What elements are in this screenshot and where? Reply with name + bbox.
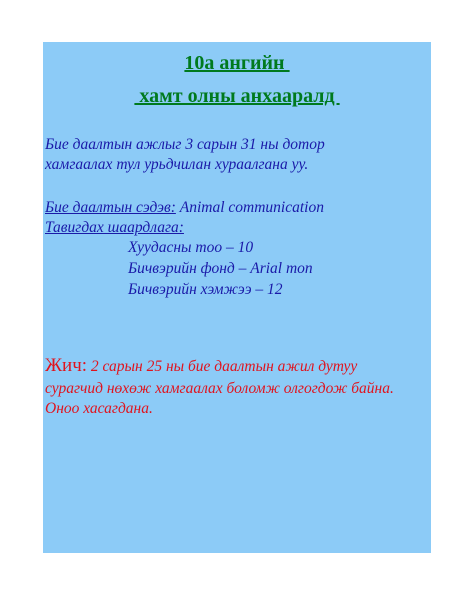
deadline-line-2: хамгаалах тул урьдчилан хураалгана уу. xyxy=(45,156,309,173)
requirement-item: Бичвэрийн фонд – Arial топ xyxy=(128,260,313,277)
note-text-1: 2 сарын 25 ны бие даалтын ажил дутуу xyxy=(87,358,358,375)
note-line-3: Оноо хасагдана. xyxy=(45,400,153,417)
topic-line xyxy=(45,198,324,218)
title-line-2: хамт олны анхааралд xyxy=(134,85,340,107)
topic-label: Бие даалтын сэдэв: xyxy=(45,199,176,216)
requirement-item: Бичвэрийн хэмжээ – 12 xyxy=(128,281,283,298)
notice-panel xyxy=(43,42,431,553)
note-line-2: сурагчид нөхөж хамгаалах боломж олгогдож байна. xyxy=(45,380,394,397)
requirements-label: Тавигдах шаардлага: xyxy=(45,219,184,236)
note-line-1 xyxy=(45,356,357,377)
title-line-1: 10а ангийн xyxy=(184,52,290,74)
requirement-item: Хуудасны тоо – 10 xyxy=(128,239,254,256)
note-label: Жич: xyxy=(45,355,88,376)
deadline-line-1: Бие даалтын ажлыг 3 сарын 31 ны дотор xyxy=(45,136,325,153)
topic-value: Animal communication xyxy=(175,199,324,216)
